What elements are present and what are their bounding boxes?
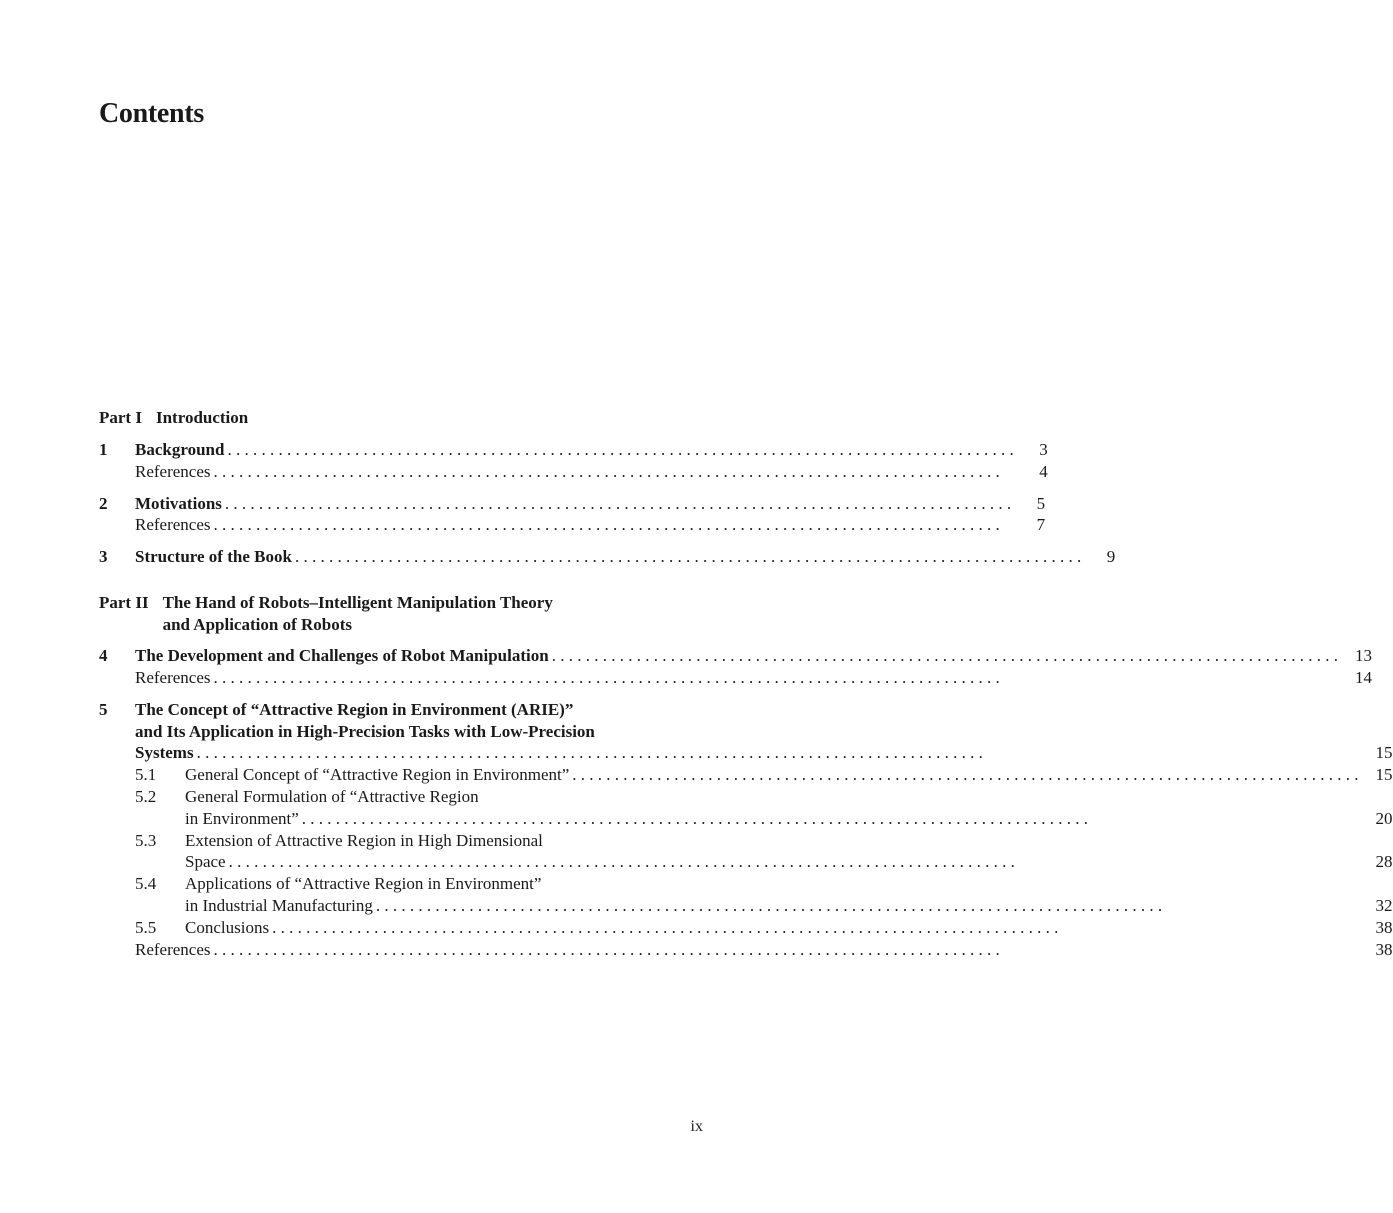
dot-leader [211,514,1012,536]
chapter-number: 2 [99,493,108,513]
references-label: References [135,939,211,959]
references-label: References [135,667,211,687]
references-line[interactable] [135,667,1372,689]
section-title-line-2: in Industrial Manufacturing [185,895,373,915]
chapter-number: 1 [99,440,108,459]
dot-leader [211,461,1014,483]
chapter-title-line-1: The Concept of “Attractive Region in Environment (ARIE)” [135,699,574,719]
chapter-title-line[interactable] [135,439,1048,461]
page-number: 7 [1036,515,1046,535]
section-number: 5.4 [135,874,157,894]
dot-leader [222,493,1011,515]
part-label: Part II [99,593,149,613]
chapter-entry[interactable] [99,645,1372,689]
part-heading [99,407,703,429]
section-entry[interactable] [135,830,1393,874]
section-title: Conclusions [185,917,270,937]
table-of-contents [99,407,1393,960]
dot-leader [194,742,1359,764]
dot-leader [549,645,1338,667]
chapter-entry[interactable] [99,546,1116,568]
page-number: 4 [1039,461,1048,481]
section-number: 5.3 [135,830,157,850]
references-label: References [135,461,211,481]
part-title-line-1: The Hand of Robots–Intelligent Manipulation Theory [162,593,553,613]
part-title: Introduction [155,408,249,427]
section-title: General Concept of “Attractive Region in Environment” [185,765,570,785]
part-heading [99,592,703,636]
chapter-entry[interactable] [99,699,1393,961]
page-number: 15 [1375,765,1393,785]
dot-leader [211,939,1359,961]
section-number: 5.5 [135,917,157,937]
references-line[interactable] [135,514,1045,536]
page-folio: ix [690,1118,703,1135]
dot-leader [292,546,1081,568]
page-number: 38 [1375,917,1393,937]
section-title-line-1: Extension of Attractive Region in High Dimensional [185,830,543,850]
dot-leader [299,808,1359,830]
dot-leader [211,667,1338,689]
references-line[interactable] [135,939,1393,961]
section-title-line-2: in Environment” [185,808,299,828]
page-number: 5 [1036,493,1046,513]
page-number: 28 [1375,852,1393,872]
section-number: 5.2 [135,786,157,806]
section-entry[interactable] [135,764,1393,786]
chapter-title-line[interactable] [135,742,1393,764]
section-entry[interactable] [135,873,1393,917]
section-entry[interactable] [135,917,1393,939]
page-number: 3 [1039,440,1048,459]
references-line[interactable] [135,461,1048,483]
chapter-title-line-3: Systems [135,743,194,763]
dot-leader [373,895,1359,917]
chapter-number: 4 [99,646,108,666]
page-title: Contents [99,98,204,129]
page-number: 20 [1375,808,1393,828]
page-number: 14 [1354,667,1372,687]
chapter-title-line-2: and Its Application in High-Precision Tasks with Low-Precision [135,721,595,741]
chapter-title: Structure of the Book [135,547,292,567]
section-title-line-2: Space [185,852,226,872]
chapter-title: Background [135,440,225,459]
chapter-title: The Development and Challenges of Robot Manipulation [135,646,549,666]
dot-leader [569,764,1358,786]
page-number: 38 [1375,939,1393,959]
dot-leader [226,851,1359,873]
section-number: 5.1 [135,765,157,785]
part-label: Part I [99,408,142,427]
page-number: 13 [1354,646,1372,666]
page-number: 9 [1106,547,1116,567]
section-entry[interactable] [135,786,1393,830]
page-number: 32 [1375,895,1393,915]
chapter-title-line[interactable] [135,493,1045,515]
dot-leader [224,439,1013,461]
references-label: References [135,515,211,535]
chapter-title: Motivations [135,493,222,513]
dot-leader [269,917,1358,939]
page-number: 15 [1375,743,1393,763]
chapter-title-line[interactable] [135,645,1372,667]
section-title-line-1: General Formulation of “Attractive Region [185,786,479,806]
part-title-line-2: and Application of Robots [162,615,352,635]
chapter-number: 5 [99,699,108,719]
chapter-number: 3 [99,547,108,567]
section-title-line-1: Applications of “Attractive Region in Environment” [185,874,542,894]
chapter-title-line[interactable] [135,546,1115,568]
chapter-entry[interactable] [99,493,1046,537]
chapter-entry[interactable] [99,439,1048,483]
